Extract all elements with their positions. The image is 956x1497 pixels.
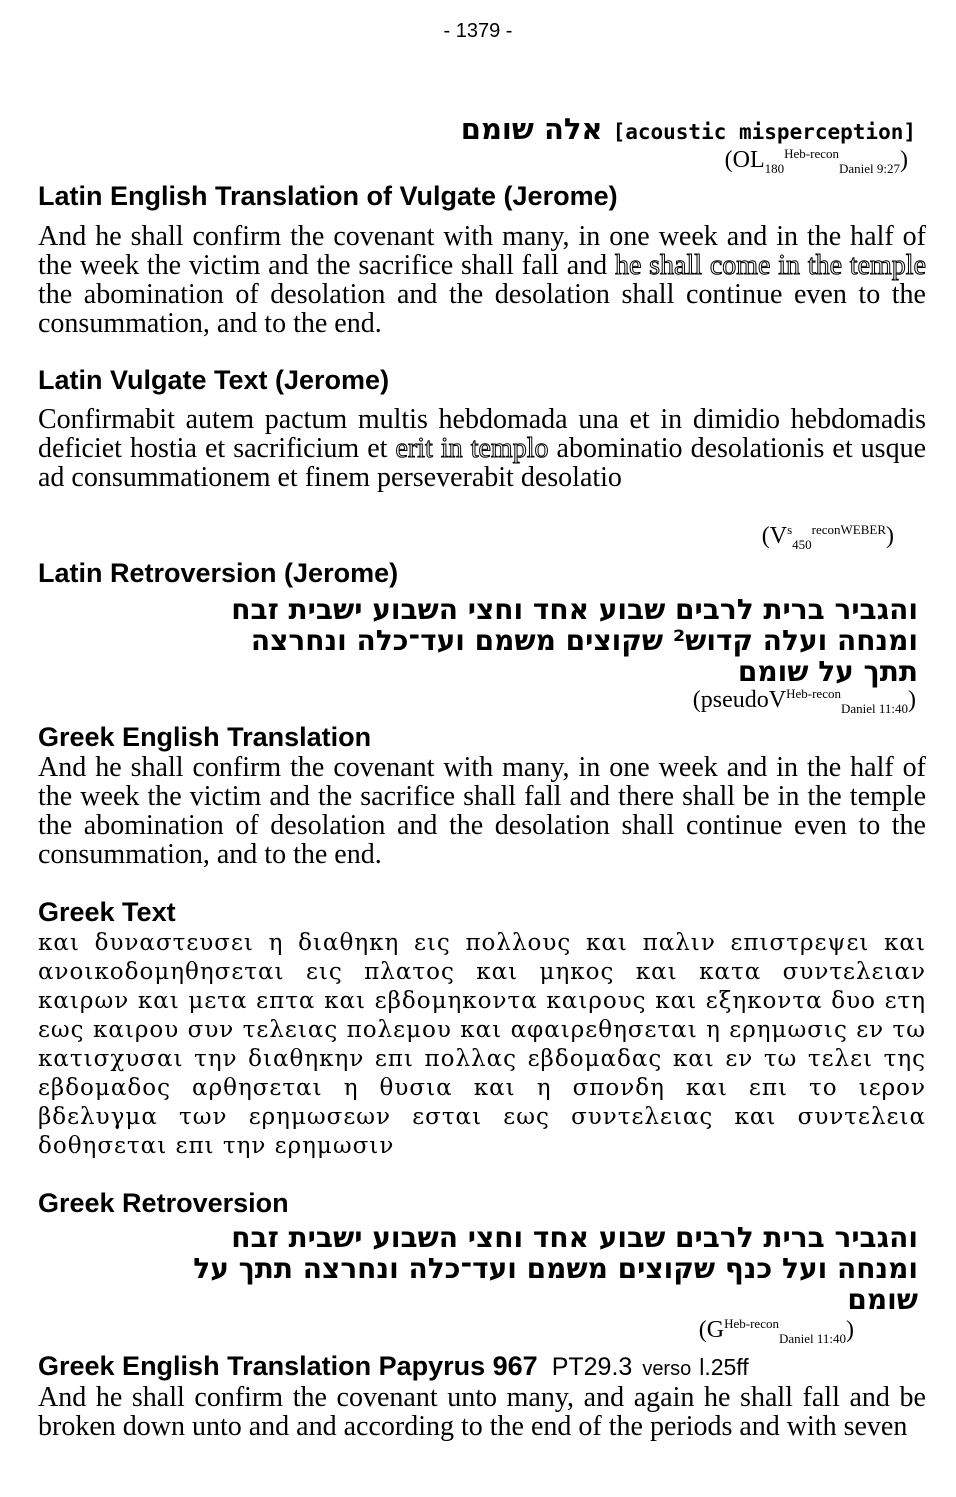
cite-sup: Heb-recon [724, 1316, 779, 1331]
hebrew-line: והגביר ברית לרבים שבוע אחד וחצי השבוע ישבית זבח [231, 593, 918, 626]
outlined-text: erit in templo [395, 433, 549, 464]
papyrus-ref: PT29.3 [551, 1353, 633, 1381]
text-segment: And he shall confirm the covenant with many, in one week and in the half of the week the victim and the sacrifice shall fall and [38, 221, 926, 281]
cite-sub: 450 [792, 536, 812, 552]
cite-base: (pseudoV [692, 687, 787, 713]
hebrew-line: והגביר ברית לרבים שבוע אחד וחצי השבוע ישבית זבח [231, 1221, 918, 1254]
top-note: [acoustic misperception] [612, 120, 916, 144]
heading-greek-retroversion: Greek Retroversion [38, 1188, 289, 1218]
heading-papyrus-967 [38, 1351, 749, 1382]
cite-sub: 180 [764, 160, 785, 176]
text-segment: abominatio desolationis et usque ad consummationem et finem perseverabit desolatio [38, 433, 926, 493]
paragraph: And he shall confirm the covenant unto many, and again he shall fall and be broken down unto and and according to the end of the periods and with seven [38, 1382, 926, 1442]
cite-close: ) [908, 687, 916, 713]
papyrus-ref: verso [642, 1358, 692, 1380]
cite-ref: Daniel 9:27 [838, 160, 900, 176]
heading-greek-text: Greek Text [38, 897, 176, 927]
papyrus-ref: l.25ff [699, 1354, 749, 1380]
greek-english-text [38, 753, 926, 869]
heading-latin-retroversion: Latin Retroversion (Jerome) [38, 558, 399, 588]
latin-english-text [38, 222, 926, 338]
heading-latin-english: Latin English Translation of Vulgate (Jerome) [38, 181, 618, 211]
heading-greek-english: Greek English Translation [38, 722, 372, 752]
hebrew-line: תתך על שומם [737, 655, 918, 688]
cite-close: ) [900, 147, 908, 173]
outlined-text: he shall come in the temple [614, 250, 927, 281]
paragraph: And he shall confirm the covenant with many, in one week and in the half of the week the victim and the sacrifice shall fall and there shall be in the temple the abomination of desolation and the desolation shall continue even to the consummation, and to the end. [38, 752, 926, 870]
latin-retroversion-citation [693, 686, 916, 717]
cite-sup: Heb-recon [784, 146, 839, 161]
greek-retroversion-citation [699, 1316, 854, 1347]
cite-close: ) [886, 523, 894, 549]
cite-base: (V [761, 523, 788, 549]
cite-sup: s [787, 522, 793, 537]
text-segment: Confirmabit autem pactum multis hebdomada una et in dimidio hebdomadis deficiet hostia et sacrificium et [38, 404, 926, 464]
cite-ref: Daniel 11:40 [840, 700, 908, 716]
page-number: - 1379 - [443, 20, 513, 42]
cite-close: ) [846, 1317, 854, 1343]
latin-retroversion-hebrew [38, 594, 918, 687]
greek-retroversion-hebrew [38, 1222, 918, 1315]
cite-sup: Heb-recon [786, 686, 841, 701]
top-citation [725, 146, 908, 177]
heading-latin-vulgate: Latin Vulgate Text (Jerome) [38, 365, 390, 395]
papyrus-text [38, 1383, 926, 1441]
latin-vulgate-citation [762, 522, 894, 553]
latin-vulgate-text [38, 405, 926, 492]
cite-base: (OL [724, 147, 765, 173]
hebrew-line: ומנחה ועלה קדוש² שקוצים משמם ועד־כלה ונחרצה [250, 624, 918, 657]
top-hebrew-line [461, 112, 916, 146]
hebrew-line: שומם [847, 1283, 918, 1316]
cite-ref: Daniel 11:40 [778, 1330, 846, 1346]
greek-text: και δυναστευσει η διαθηκη εις πολλους και παλιν επιστρεψει και ανοικοδομηθησεται εις πλατος και μηκος και κατα συντελειαν καιρων και μετα επτα και εβδομηκοντα καιρους και εξηκοντα δυο ετη εως καιρου συν τελειας πολεμου και αφαιρεθησεται η ερημωσις εν τω κατισχυσαι την διαθηκην επι πολλας εβδομαδας και εν τω τελει της εβδομαδος αρθησεται η θυσια και η σπονδη και επι το ιερον βδελυγμα των ερημωσεων εσται εως συντελειας και συντελεια δοθησεται επι την ερημωσιν [38, 930, 926, 1159]
papyrus-heading-text: Greek English Translation Papyrus 967 [38, 1351, 538, 1381]
cite-base: (G [698, 1317, 725, 1343]
cite-sup: reconWEBER [811, 522, 886, 537]
hebrew-line: ומנחה ועל כנף שקוצים משמם ועד־כלה ונחרצה תתך על [193, 1252, 918, 1285]
text-segment: the abomination of desolation and the desolation shall continue even to the consummation, and to the end. [38, 279, 926, 339]
top-hebrew-text: אלה שומם [460, 112, 603, 146]
